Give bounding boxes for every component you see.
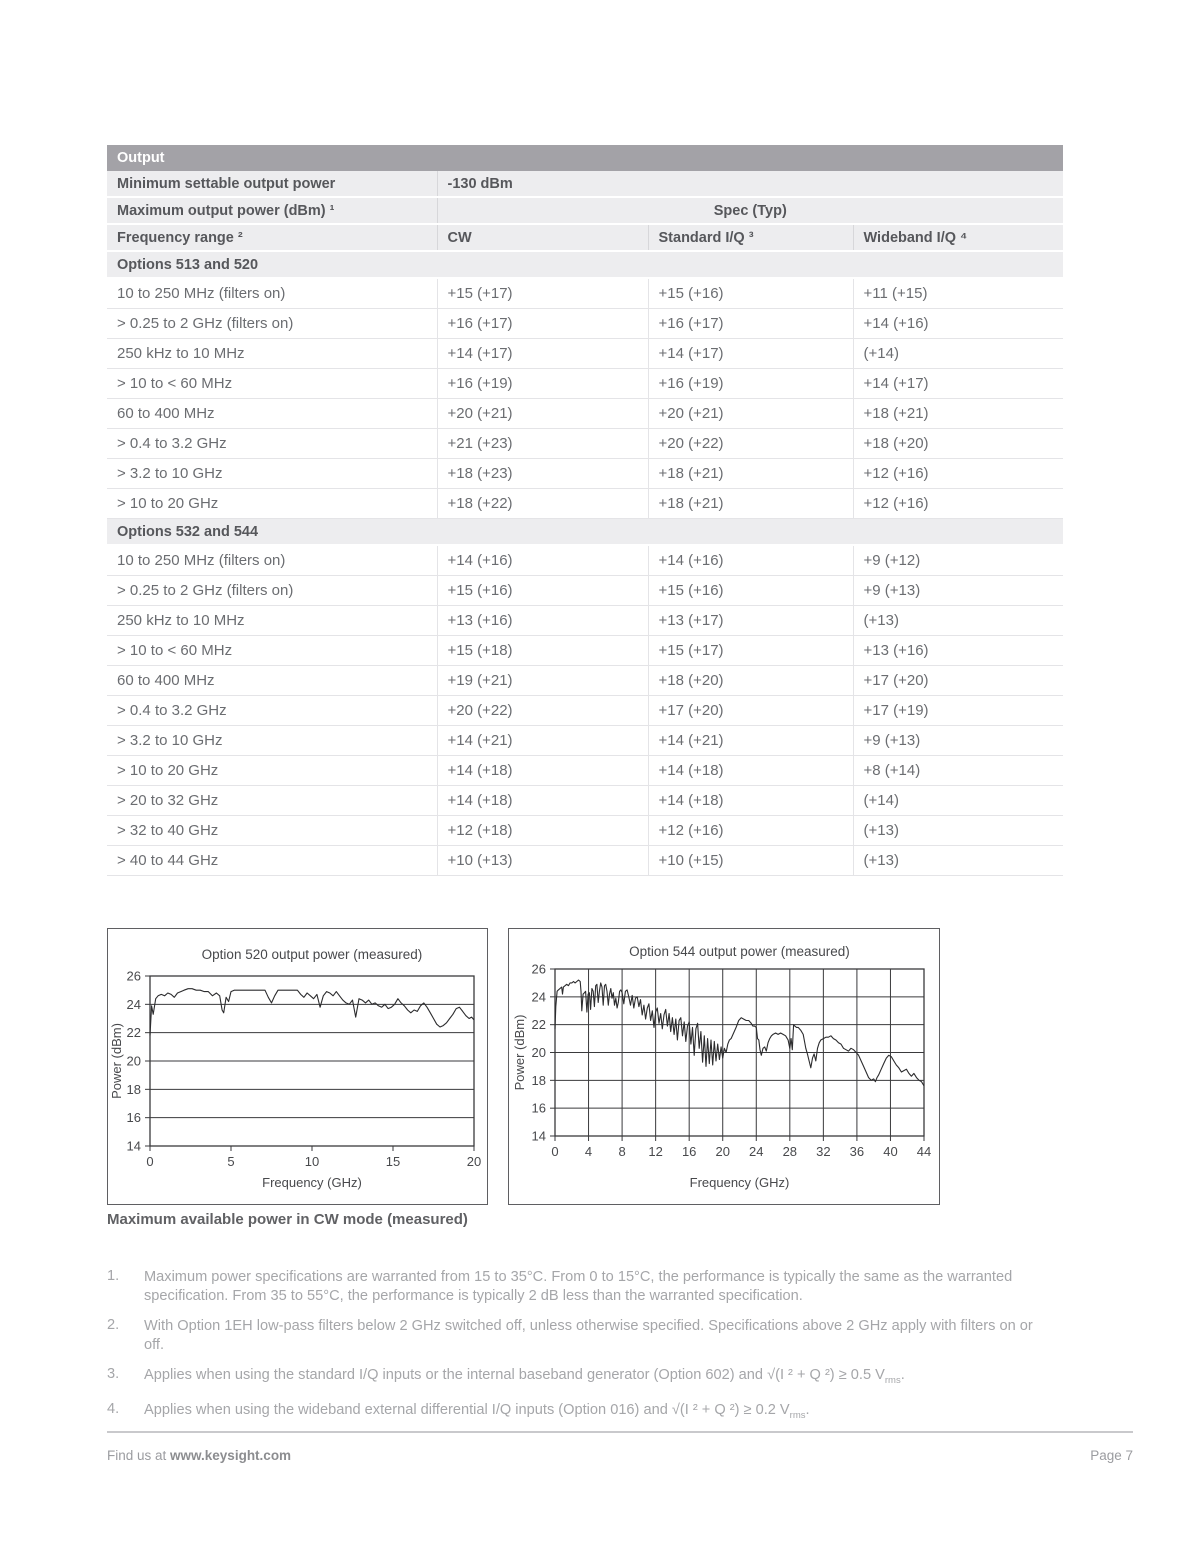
table-row xyxy=(107,816,1063,846)
freq-cell: 250 kHz to 10 MHz xyxy=(107,339,437,369)
wb-iq-value-cell: +12 (+16) xyxy=(853,489,1063,519)
ytick-label: 20 xyxy=(531,1045,546,1060)
wb-iq-value-cell: +17 (+20) xyxy=(853,666,1063,696)
y-axis-label: Power (dBm) xyxy=(512,1014,527,1091)
data-line xyxy=(150,989,474,1036)
output-spec-table xyxy=(107,145,1063,876)
freq-cell: > 3.2 to 10 GHz xyxy=(107,459,437,489)
cw-value-cell: +12 (+18) xyxy=(437,816,648,846)
xtick-label: 44 xyxy=(916,1144,932,1159)
std-iq-value-cell: +10 (+15) xyxy=(648,846,853,876)
ytick-label: 16 xyxy=(531,1100,546,1116)
xtick-label: 4 xyxy=(584,1144,593,1159)
std-iq-value-cell: +18 (+21) xyxy=(648,459,853,489)
ytick-label: 16 xyxy=(126,1110,141,1126)
wb-iq-value-cell: +9 (+13) xyxy=(853,726,1063,756)
xtick-label: 0 xyxy=(146,1154,154,1169)
wb-iq-value-cell: +8 (+14) xyxy=(853,756,1063,786)
freq-cell: > 0.25 to 2 GHz (filters on) xyxy=(107,576,437,606)
ytick-label: 14 xyxy=(126,1138,141,1154)
freq-cell: > 20 to 32 GHz xyxy=(107,786,437,816)
std-iq-value-cell: +14 (+18) xyxy=(648,756,853,786)
cw-value-cell: +16 (+19) xyxy=(437,369,648,399)
xtick-label: 20 xyxy=(466,1154,482,1169)
table-row xyxy=(107,251,1063,278)
footnote-1 xyxy=(107,1268,1055,1306)
cw-value-cell: +16 (+17) xyxy=(437,309,648,339)
freq-cell: > 0.4 to 3.2 GHz xyxy=(107,696,437,726)
section-header: Options 513 and 520 xyxy=(107,251,1063,278)
column-header: Standard I/Q ³ xyxy=(648,224,853,251)
std-iq-value-cell: +18 (+21) xyxy=(648,489,853,519)
chart-option-544 xyxy=(508,928,940,1205)
ytick-label: 18 xyxy=(126,1081,141,1097)
table-row xyxy=(107,636,1063,666)
freq-cell: > 3.2 to 10 GHz xyxy=(107,726,437,756)
freq-cell: > 10 to 20 GHz xyxy=(107,489,437,519)
freq-cell: 10 to 250 MHz (filters on) xyxy=(107,545,437,576)
y-axis-label: Power (dBm) xyxy=(109,1023,124,1099)
freq-cell: > 0.25 to 2 GHz (filters on) xyxy=(107,309,437,339)
table-row xyxy=(107,726,1063,756)
xtick-label: 20 xyxy=(715,1144,730,1159)
table-row xyxy=(107,756,1063,786)
footnote-number: 2. xyxy=(107,1317,120,1333)
cw-value-cell: +20 (+22) xyxy=(437,696,648,726)
freq-cell: 250 kHz to 10 MHz xyxy=(107,606,437,636)
page-footer xyxy=(107,1431,1133,1463)
xtick-label: 32 xyxy=(816,1144,831,1159)
chart-svg xyxy=(509,929,939,1204)
spec-label-cell: Maximum output power (dBm) ¹ xyxy=(107,197,437,224)
std-iq-value-cell: +14 (+18) xyxy=(648,786,853,816)
freq-cell: > 32 to 40 GHz xyxy=(107,816,437,846)
ytick-label: 26 xyxy=(531,961,546,977)
column-header: CW xyxy=(437,224,648,251)
ytick-label: 22 xyxy=(126,1025,141,1041)
ytick-label: 22 xyxy=(531,1017,546,1033)
std-iq-value-cell: +15 (+16) xyxy=(648,576,853,606)
ytick-label: 14 xyxy=(531,1128,546,1144)
table-row xyxy=(107,309,1063,339)
cw-value-cell: +14 (+18) xyxy=(437,786,648,816)
xtick-label: 24 xyxy=(749,1144,764,1159)
ytick-label: 26 xyxy=(126,968,141,984)
std-iq-value-cell: +17 (+20) xyxy=(648,696,853,726)
wb-iq-value-cell: +12 (+16) xyxy=(853,459,1063,489)
std-iq-value-cell: +16 (+19) xyxy=(648,369,853,399)
footer-find-us xyxy=(107,1448,291,1463)
footnote-3 xyxy=(107,1366,1055,1390)
cw-value-cell: +15 (+16) xyxy=(437,576,648,606)
section-header: Options 532 and 544 xyxy=(107,519,1063,546)
wb-iq-value-cell: +9 (+12) xyxy=(853,545,1063,576)
table-row xyxy=(107,399,1063,429)
footnote-number: 1. xyxy=(107,1268,120,1284)
table-row xyxy=(107,576,1063,606)
cw-value-cell: +10 (+13) xyxy=(437,846,648,876)
freq-cell: 10 to 250 MHz (filters on) xyxy=(107,278,437,309)
xtick-label: 10 xyxy=(304,1154,320,1169)
chart-title: Option 520 output power (measured) xyxy=(201,947,423,962)
footnote-text: Applies when using the standard I/Q inputs or the internal baseband generator (Option 602) and √(I ² + Q ²) ≥ 0.5 $V_{rms}$. xyxy=(144,1367,905,1386)
spec-value-cell: Spec (Typ) xyxy=(437,197,1063,224)
freq-cell: > 10 to 20 GHz xyxy=(107,756,437,786)
freq-cell: > 40 to 44 GHz xyxy=(107,846,437,876)
spec-value-cell: -130 dBm xyxy=(437,171,1063,197)
wb-iq-value-cell: (+13) xyxy=(853,606,1063,636)
wb-iq-value-cell: (+14) xyxy=(853,786,1063,816)
std-iq-value-cell: +12 (+16) xyxy=(648,816,853,846)
footnote-number: 3. xyxy=(107,1366,120,1382)
x-axis-label: Frequency (GHz) xyxy=(262,1175,362,1190)
wb-iq-value-cell: +14 (+16) xyxy=(853,309,1063,339)
xtick-label: 12 xyxy=(648,1144,663,1159)
freq-cell: 60 to 400 MHz xyxy=(107,399,437,429)
std-iq-value-cell: +15 (+17) xyxy=(648,636,853,666)
table-row xyxy=(107,369,1063,399)
xtick-label: 16 xyxy=(681,1144,697,1159)
table-row xyxy=(107,786,1063,816)
xtick-label: 36 xyxy=(849,1144,865,1159)
cw-value-cell: +14 (+21) xyxy=(437,726,648,756)
xtick-label: 15 xyxy=(385,1154,401,1169)
freq-cell: 60 to 400 MHz xyxy=(107,666,437,696)
table-row xyxy=(107,489,1063,519)
table-row xyxy=(107,666,1063,696)
spec-table-body xyxy=(107,145,1063,876)
xtick-label: 40 xyxy=(883,1144,898,1159)
table-row xyxy=(107,459,1063,489)
cw-value-cell: +21 (+23) xyxy=(437,429,648,459)
std-iq-value-cell: +13 (+17) xyxy=(648,606,853,636)
ytick-label: 24 xyxy=(531,989,546,1005)
std-iq-value-cell: +16 (+17) xyxy=(648,309,853,339)
table-row xyxy=(107,846,1063,876)
chart-svg xyxy=(108,929,487,1204)
footnotes xyxy=(107,1268,1055,1436)
chart-option-520 xyxy=(107,928,488,1205)
cw-value-cell: +18 (+23) xyxy=(437,459,648,489)
page-number: Page 7 xyxy=(1090,1448,1133,1463)
cw-value-cell: +15 (+17) xyxy=(437,278,648,309)
spec-label-cell: Minimum settable output power xyxy=(107,171,437,197)
wb-iq-value-cell: +18 (+21) xyxy=(853,399,1063,429)
footnote-4 xyxy=(107,1401,1055,1425)
table-row xyxy=(107,197,1063,224)
table-row xyxy=(107,339,1063,369)
wb-iq-value-cell: +18 (+20) xyxy=(853,429,1063,459)
cw-value-cell: +19 (+21) xyxy=(437,666,648,696)
freq-cell: > 10 to < 60 MHz xyxy=(107,636,437,666)
cw-value-cell: +14 (+17) xyxy=(437,339,648,369)
cw-value-cell: +15 (+18) xyxy=(437,636,648,666)
table-row xyxy=(107,224,1063,251)
cw-value-cell: +20 (+21) xyxy=(437,399,648,429)
std-iq-value-cell: +14 (+16) xyxy=(648,545,853,576)
data-line xyxy=(555,980,924,1086)
std-iq-value-cell: +20 (+22) xyxy=(648,429,853,459)
ytick-label: 18 xyxy=(531,1072,546,1088)
wb-iq-value-cell: +13 (+16) xyxy=(853,636,1063,666)
cw-value-cell: +13 (+16) xyxy=(437,606,648,636)
xtick-label: 8 xyxy=(618,1144,626,1159)
footnote-number: 4. xyxy=(107,1400,120,1417)
table-row xyxy=(107,519,1063,546)
xtick-label: 28 xyxy=(782,1144,798,1159)
footnote-text: Applies when using the wideband external differential I/Q inputs (Option 016) and √(I ² + Q ²) ≥ 0.2 $V_{rms}$. xyxy=(144,1401,810,1421)
cw-value-cell: +14 (+18) xyxy=(437,756,648,786)
std-iq-value-cell: +18 (+20) xyxy=(648,666,853,696)
wb-iq-value-cell: (+14) xyxy=(853,339,1063,369)
cw-value-cell: +14 (+16) xyxy=(437,545,648,576)
footnote-2 xyxy=(107,1317,1055,1355)
table-title: Output xyxy=(107,145,1063,171)
charts-caption: Maximum available power in CW mode (measured) xyxy=(107,1211,468,1228)
wb-iq-value-cell: (+13) xyxy=(853,816,1063,846)
chart-title: Option 544 output power (measured) xyxy=(629,944,850,959)
footnote-text: Maximum power specifications are warranted from 15 to 35°C. From 0 to 15°C, the performance is typically the same as the warranted specification. From 35 to 55°C, the performance is typically 2 dB less than the warranted specification. xyxy=(144,1269,1013,1304)
std-iq-value-cell: +14 (+21) xyxy=(648,726,853,756)
freq-cell: > 0.4 to 3.2 GHz xyxy=(107,429,437,459)
find-us-text: Find us at xyxy=(107,1448,171,1463)
column-header-frequency: Frequency range ² xyxy=(107,224,437,251)
table-row xyxy=(107,278,1063,309)
wb-iq-value-cell: (+13) xyxy=(853,846,1063,876)
table-row xyxy=(107,696,1063,726)
keysight-link[interactable]: www.keysight.com xyxy=(170,1448,292,1463)
wb-iq-value-cell: +14 (+17) xyxy=(853,369,1063,399)
xtick-label: 5 xyxy=(227,1154,235,1169)
std-iq-value-cell: +15 (+16) xyxy=(648,278,853,309)
table-row xyxy=(107,171,1063,197)
wb-iq-value-cell: +17 (+19) xyxy=(853,696,1063,726)
charts-row xyxy=(107,928,1063,1205)
table-row xyxy=(107,145,1063,171)
ytick-label: 24 xyxy=(126,996,141,1012)
table-row xyxy=(107,429,1063,459)
freq-cell: > 10 to < 60 MHz xyxy=(107,369,437,399)
cw-value-cell: +18 (+22) xyxy=(437,489,648,519)
column-header: Wideband I/Q ⁴ xyxy=(853,224,1063,251)
x-axis-label: Frequency (GHz) xyxy=(689,1175,790,1190)
ytick-label: 20 xyxy=(126,1053,141,1069)
table-row xyxy=(107,545,1063,576)
wb-iq-value-cell: +9 (+13) xyxy=(853,576,1063,606)
table-row xyxy=(107,606,1063,636)
xtick-label: 0 xyxy=(551,1144,559,1159)
std-iq-value-cell: +14 (+17) xyxy=(648,339,853,369)
wb-iq-value-cell: +11 (+15) xyxy=(853,278,1063,309)
footnote-text: With Option 1EH low-pass filters below 2 GHz switched off, unless otherwise specified. Specifications above 2 GHz apply with filters on or off. xyxy=(144,1318,1033,1353)
std-iq-value-cell: +20 (+21) xyxy=(648,399,853,429)
